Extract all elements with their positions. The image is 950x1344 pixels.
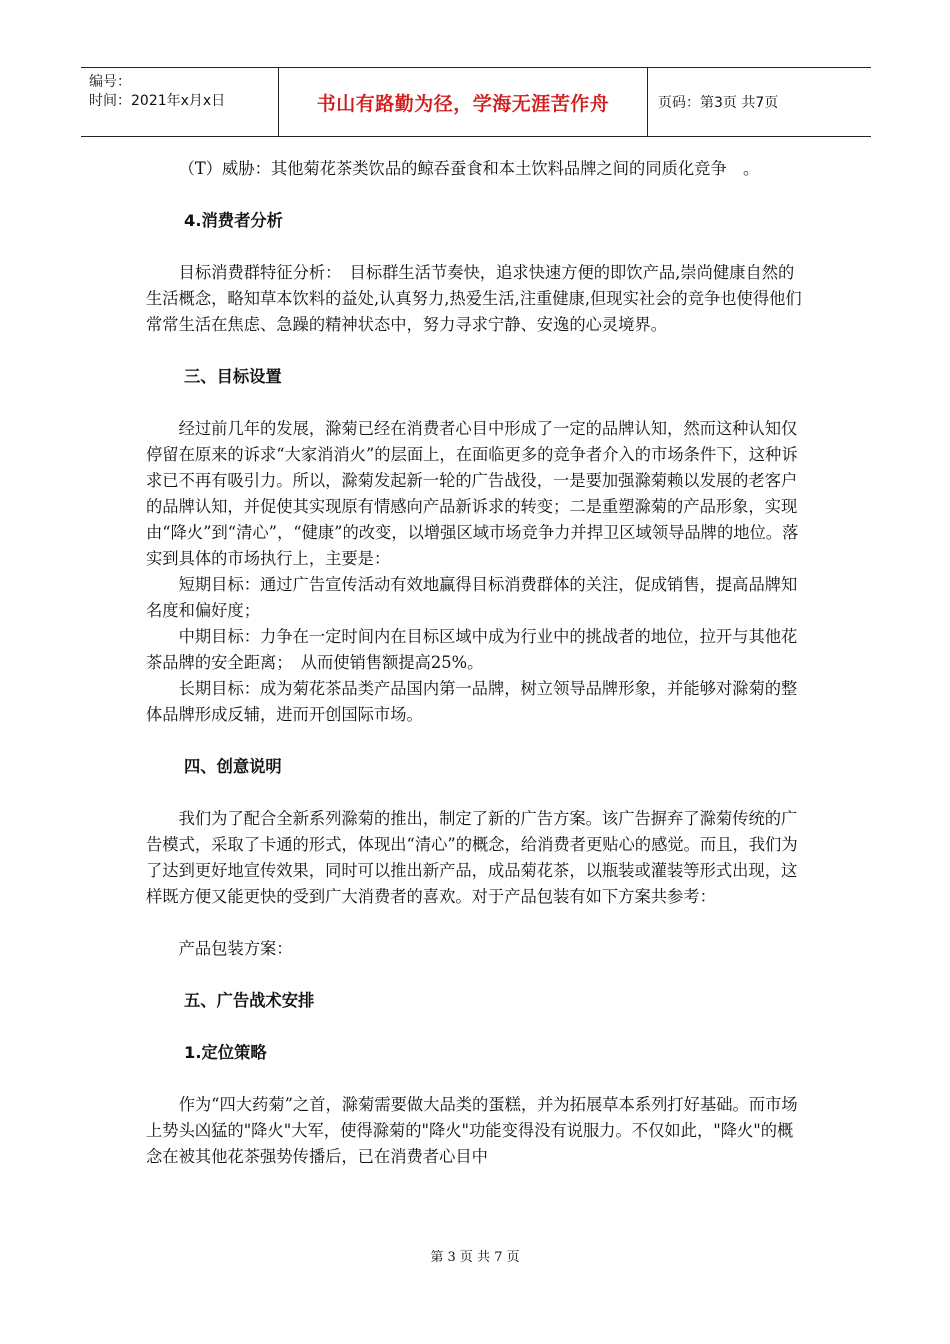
heading-goal-setting: 三、目标设置 bbox=[184, 367, 282, 386]
page-header bbox=[81, 67, 871, 137]
header-page-code: 页码：第3页 共7页 bbox=[658, 95, 779, 111]
paragraph-threat: （T）威胁：其他菊花茶类饮品的鲸吞蚕食和本土饮料品牌之间的同质化竞争 。 bbox=[178, 159, 760, 178]
paragraph-goal-intro: 经过前几年的发展，滁菊已经在消费者心目中形成了一定的品牌认知，然而这种认知仅停留在原来的诉求“大家消消火”的层面上，在面临更多的竞争者介入的市场条件下，这种诉求已不再有吸引力。所以，滁菊发起新一轮的广告战役，一是要加强滁菊赖以发展的老客户的品牌认知，并促使其实现原有情感向产品新诉求的转变；二是重塑滁菊的产品形象，实现由“降火”到“清心”，“健康”的改变，以增强区域市场竞争力并捍卫区域领导品牌的地位。落实到具体的市场执行上，主要是： bbox=[146, 419, 799, 568]
header-motto: 书山有路勤为径，学海无涯苦作舟 bbox=[279, 68, 648, 136]
header-time: 时间：2021年x月x日 bbox=[89, 93, 226, 109]
paragraph-long-term: 长期目标：成为菊花茶品类产品国内第一品牌，树立领导品牌形象，并能够对滁菊的整体品牌形成反辅，进而开创国际市场。 bbox=[146, 679, 798, 724]
header-info bbox=[81, 68, 279, 136]
paragraph-mid-term: 中期目标：力争在一定时间内在目标区域中成为行业中的挑战者的地位，拉开与其他花茶品牌的安全距离； 从而使销售额提高25%。 bbox=[146, 627, 798, 672]
document-body bbox=[146, 156, 806, 1170]
paragraph-target-consumer: 目标消费群特征分析： 目标群生活节奏快，追求快速方便的即饮产品,崇尚健康自然的生活概念，略知草本饮料的益处,认真努力,热爱生活,注重健康,但现实社会的竞争也使得他们常常生活在焦虑、急躁的精神状态中，努力寻求宁静、安逸的心灵境界。 bbox=[146, 263, 802, 334]
heading-positioning: 1.定位策略 bbox=[184, 1043, 267, 1062]
paragraph-positioning: 作为“四大药菊”之首，滁菊需要做大品类的蛋糕，并为拓展草本系列打好基础。而市场上势头凶猛的"降火"大军，使得滁菊的"降火"功能变得没有说服力。不仅如此，"降火"的概念在被其他花茶强势传播后，已在消费者心目中 bbox=[146, 1095, 798, 1166]
paragraph-creative: 我们为了配合全新系列滁菊的推出，制定了新的广告方案。该广告摒弃了滁菊传统的广告模式，采取了卡通的形式，体现出“清心”的概念，给消费者更贴心的感觉。而且，我们为了达到更好地宣传效果，同时可以推出新产品，成品菊花茶，以瓶装或灌装等形式出现，这样既方便又能更快的受到广大消费者的喜欢。对于产品包装有如下方案共参考： bbox=[146, 809, 798, 906]
header-number: 编号： bbox=[89, 74, 131, 90]
heading-tactics: 五、广告战术安排 bbox=[184, 991, 315, 1010]
heading-creative: 四、创意说明 bbox=[184, 757, 282, 776]
page-footer: 第 3 页 共 7 页 bbox=[430, 1250, 520, 1265]
paragraph-packaging: 产品包装方案： bbox=[178, 939, 293, 958]
heading-consumer-analysis: 4.消费者分析 bbox=[184, 211, 283, 230]
paragraph-short-term: 短期目标：通过广告宣传活动有效地赢得目标消费群体的关注，促成销售，提高品牌知名度和偏好度； bbox=[146, 575, 798, 620]
